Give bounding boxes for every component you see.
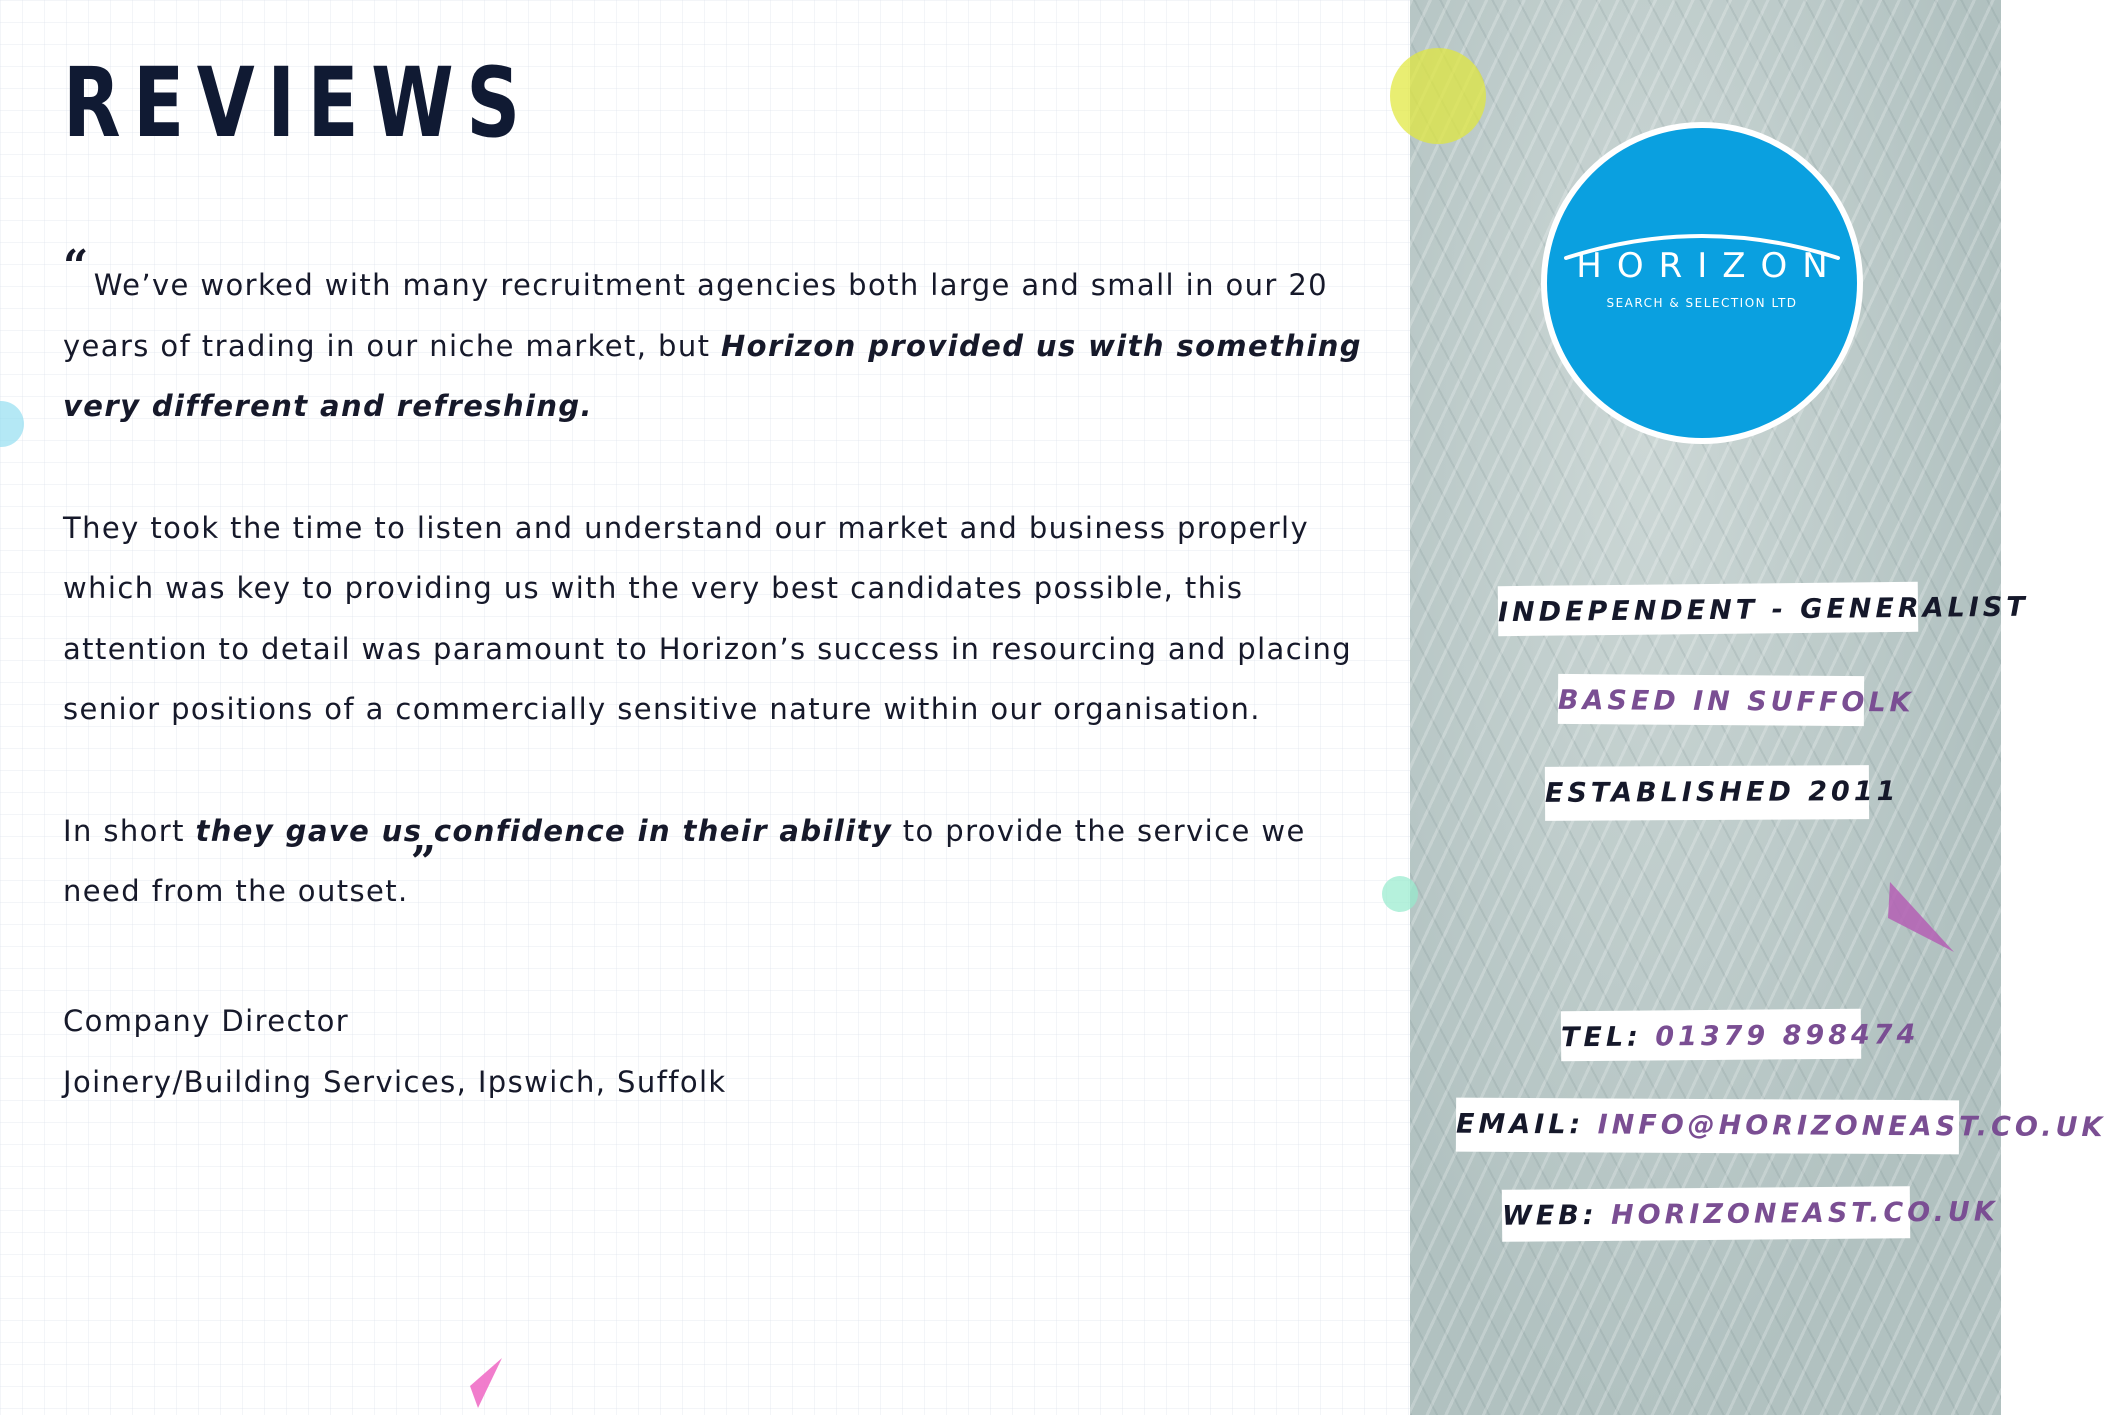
pink-triangle-decoration [466, 1356, 506, 1408]
tag-based-text: BASED IN SUFFOLK [1557, 684, 1915, 719]
attribution-company: Joinery/Building Services, Ipswich, Suffolk [63, 1064, 727, 1099]
contact-web [1501, 1186, 1999, 1242]
review-quote [63, 241, 1383, 983]
attribution-role: Company Director [63, 1004, 350, 1038]
review-highlight-1: Horizon provided us with something very different and refreshing. [63, 328, 1362, 423]
email-label: EMAIL: [1455, 1108, 1585, 1141]
tag-independent-text: INDEPENDENT - GENERALIST [1497, 591, 2029, 629]
mint-dot-decoration [1382, 876, 1418, 912]
tag-established-text: ESTABLISHED 2011 [1544, 775, 1900, 809]
review-attribution [63, 991, 727, 1112]
yellow-dot-decoration [1390, 48, 1486, 144]
review-text-3a: In short [63, 813, 196, 848]
review-text-3b: to provide the service we need from the outset. [63, 813, 1306, 908]
tag-independent-generalist [1497, 582, 2029, 636]
purple-triangle-decoration [1886, 880, 1956, 952]
page-title: REVIEWS [63, 47, 533, 159]
logo-tagline: SEARCH & SELECTION LTD [1606, 296, 1798, 310]
open-quote-mark: “ [63, 241, 90, 292]
logo-name: HORIZON [1576, 246, 1843, 286]
review-paragraph-3 [63, 801, 1383, 922]
review-text-1a: We’ve worked with many recruitment agencies both large and small in our 20 years of trading in our niche market, but [63, 268, 1329, 363]
review-paragraph-1 [63, 241, 1383, 437]
web-value[interactable]: HORIZONEAST.CO.UK [1610, 1196, 1999, 1231]
web-label: WEB: [1501, 1199, 1598, 1232]
tel-label: TEL: [1560, 1021, 1643, 1054]
tel-value[interactable]: 01379 898474 [1655, 1019, 1920, 1053]
email-value[interactable]: INFO@HORIZONEAST.CO.UK [1597, 1109, 2107, 1144]
contact-tel [1560, 1009, 1920, 1062]
contact-email [1455, 1098, 2107, 1155]
review-highlight-3: they gave us confidence in their ability [195, 813, 893, 848]
close-quote-mark: ” [410, 837, 438, 888]
tag-established [1544, 765, 1900, 821]
tag-based-in-suffolk [1557, 674, 1915, 726]
review-paragraph-2: They took the time to listen and understand our market and business properly which was key to providing us with the very best candidates possible, this attention to detail was paramount to Horizon’s success in resourcing and placing senior positions of a commercially sensitive nature within our organisation. [63, 510, 1353, 726]
